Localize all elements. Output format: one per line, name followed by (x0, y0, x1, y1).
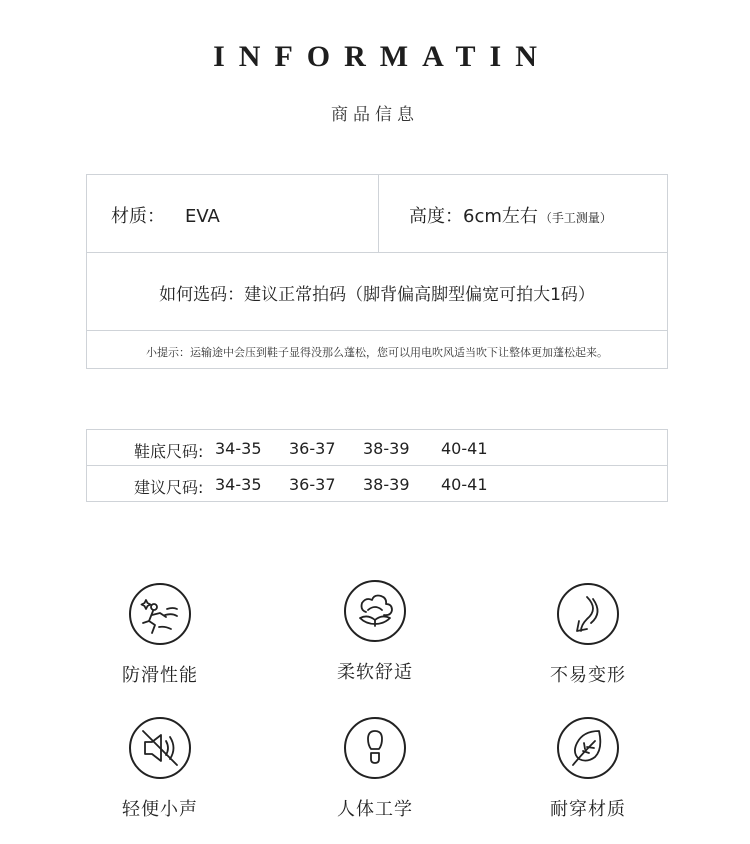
feature-label: 耐穿材质 (550, 799, 626, 820)
height-note: （手工测量） (539, 211, 612, 225)
sizing-advice: 如何选码：建议正常拍码（脚背偏高脚型偏宽可拍大1码） (159, 285, 595, 305)
page-title: INFORMATIN (213, 40, 551, 73)
size-cell: 40-41 (441, 439, 488, 458)
page-subtitle: 商品信息 (331, 105, 419, 125)
height-cell (409, 202, 612, 228)
info-row-material-height (87, 175, 667, 253)
size-row-label: 建议尺码: (134, 478, 204, 497)
cell-divider (378, 175, 379, 252)
feature-soft-comfort (295, 580, 455, 684)
feature-label: 防滑性能 (122, 665, 198, 686)
bend-icon (557, 583, 619, 645)
material-cell (111, 202, 220, 228)
mute-speaker-icon (129, 717, 191, 779)
feature-anti-slip (80, 583, 240, 687)
table-row (87, 430, 667, 466)
anti-slip-icon (129, 583, 191, 645)
footprint-icon (344, 717, 406, 779)
height-label: 高度：6cm左右 (409, 206, 538, 227)
info-row-tip (87, 331, 667, 369)
size-cell: 36-37 (289, 475, 336, 494)
feature-durable-material (508, 717, 668, 821)
size-cell: 34-35 (215, 475, 262, 494)
size-cell: 40-41 (441, 475, 488, 494)
feature-label: 人体工学 (337, 799, 413, 820)
feature-label: 轻便小声 (122, 799, 198, 820)
feature-lightweight-quiet (80, 717, 240, 821)
size-table (86, 429, 668, 502)
material-value: EVA (185, 206, 220, 227)
feature-label: 柔软舒适 (337, 662, 413, 683)
feature-ergonomic (295, 717, 455, 821)
care-tip: 小提示：运输途中会压到鞋子显得没那么蓬松，您可以用电吹风适当吹下让整体更加蓬松起来。 (146, 346, 608, 359)
size-cell: 38-39 (363, 439, 410, 458)
size-cell: 38-39 (363, 475, 410, 494)
info-row-sizing (87, 253, 667, 331)
leaf-icon (557, 717, 619, 779)
cotton-icon (344, 580, 406, 642)
size-cell: 34-35 (215, 439, 262, 458)
size-cell: 36-37 (289, 439, 336, 458)
table-row (87, 466, 667, 501)
material-label: 材质： (111, 206, 165, 227)
feature-shape-retention (508, 583, 668, 687)
feature-label: 不易变形 (550, 665, 626, 686)
size-row-label: 鞋底尺码: (134, 442, 204, 461)
info-table (86, 174, 668, 369)
